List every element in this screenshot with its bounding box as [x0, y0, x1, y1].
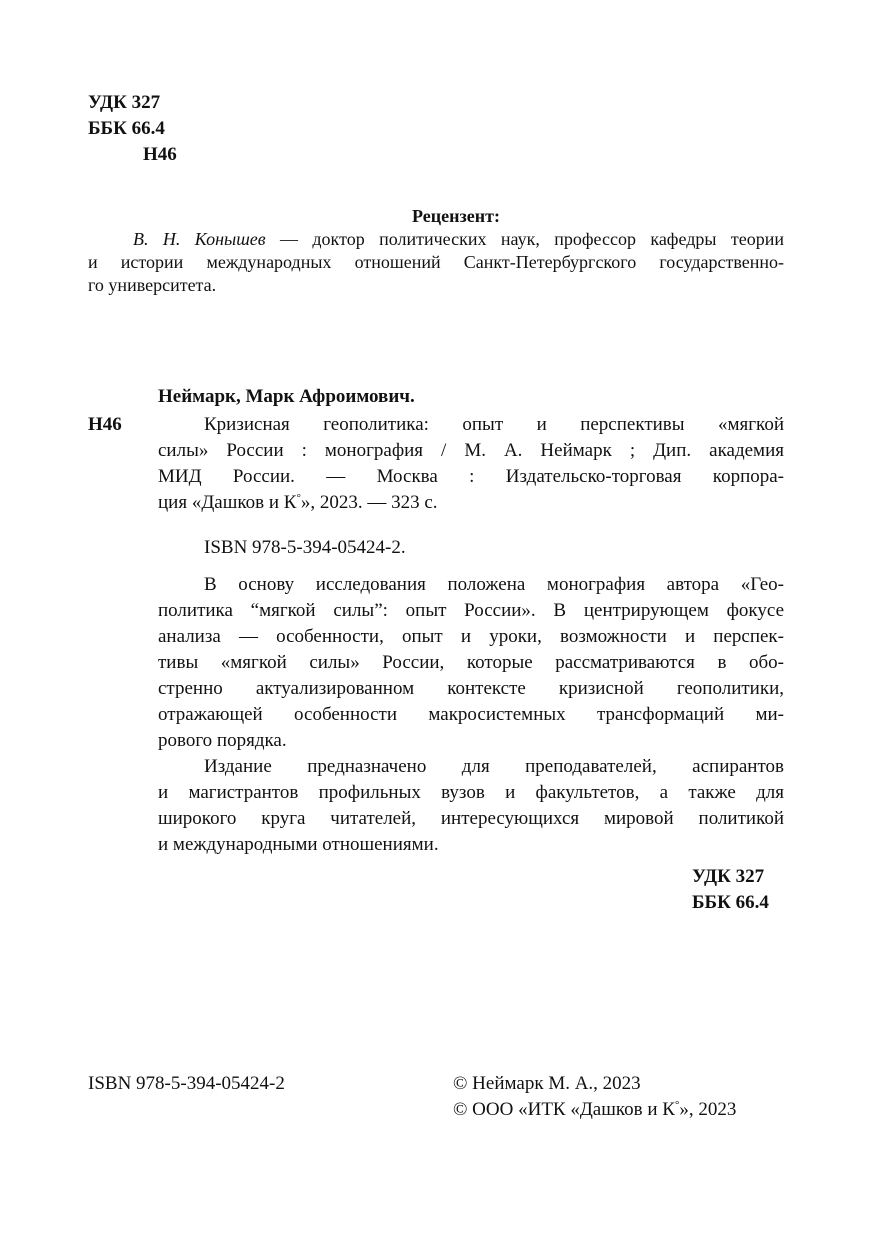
reviewer-line-1	[88, 228, 784, 251]
bbk-code: ББК 66.4	[88, 118, 165, 139]
copyright2-sup: °	[674, 1099, 680, 1111]
bottom-isbn: ISBN 978-5-394-05424-2	[88, 1073, 285, 1094]
annotation-p1-line-6: отражающей особенности макросистемных трансформаций ми-	[158, 704, 784, 725]
annotation	[158, 572, 784, 858]
copyright2-pre: © ООО «ИТК «Дашков и К	[453, 1099, 675, 1120]
annotation-p1-line-7: рового порядка.	[158, 730, 287, 751]
annotation-p1-line-1: В основу исследования положена монография автора «Гео-	[204, 574, 784, 595]
annotation-p2-line-3: широкого круга читателей, интересующихся мировой политикой	[158, 808, 784, 829]
title-line-1: Кризисная геополитика: опыт и перспективы «мягкой	[204, 414, 784, 435]
annotation-p1-line-5: стренно актуализированном контексте кризисной геополитики,	[158, 678, 784, 699]
title-line-2: силы» России : монография / М. А. Неймарк ; Дип. академия	[158, 440, 784, 461]
reviewer-line-2: и истории международных отношений Санкт-Петербургского государственно-	[88, 252, 784, 272]
author-mark: Н46	[143, 144, 177, 165]
title-last-post: », 2023. — 323 с.	[300, 492, 438, 513]
header-codes	[88, 90, 177, 168]
annotation-p1-line-3: анализа — особенности, опыт и уроки, возможности и перспек-	[158, 626, 784, 647]
footer-bbk: ББК 66.4	[692, 892, 769, 913]
copyright2-post: », 2023	[679, 1099, 737, 1120]
copyright-author: © Неймарк М. А., 2023	[453, 1073, 641, 1094]
footer-udk: УДК 327	[692, 866, 765, 887]
reviewer-heading: Рецензент:	[412, 206, 500, 226]
annotation-p2-line-4: и международными отношениями.	[158, 834, 439, 855]
udk-code: УДК 327	[88, 92, 161, 113]
degree-sup: °	[296, 492, 301, 504]
reviewer-line-1-text: — доктор политических наук, профессор кафедры теории	[265, 229, 785, 249]
author-heading: Неймарк, Марк Афроимович.	[158, 386, 415, 407]
catalog-title	[158, 412, 784, 518]
title-line-3: МИД России. — Москва : Издательско-торговая корпора-	[158, 466, 784, 487]
footer-codes	[692, 864, 769, 916]
reviewer-block	[88, 205, 784, 297]
annotation-p1-line-2: политика “мягкой силы”: опыт России». В центрирующем фокусе	[158, 600, 784, 621]
reviewer-name: В. Н. Конышев	[133, 229, 266, 249]
catalog-isbn: ISBN 978-5-394-05424-2.	[204, 537, 406, 558]
annotation-p1-line-4: тивы «мягкой силы» России, которые рассматриваются в обо-	[158, 652, 784, 673]
catalog-mark: Н46	[88, 414, 122, 435]
title-last-pre: ция «Дашков и К	[158, 492, 297, 513]
copyright-block	[453, 1071, 736, 1125]
copyright-publisher	[453, 1097, 736, 1125]
title-line-4	[158, 490, 784, 518]
reviewer-line-3: го университета.	[88, 275, 217, 295]
annotation-p2-line-1: Издание предназначено для преподавателей, аспирантов	[204, 756, 784, 777]
annotation-p2-line-2: и магистрантов профильных вузов и факультетов, а также для	[158, 782, 784, 803]
